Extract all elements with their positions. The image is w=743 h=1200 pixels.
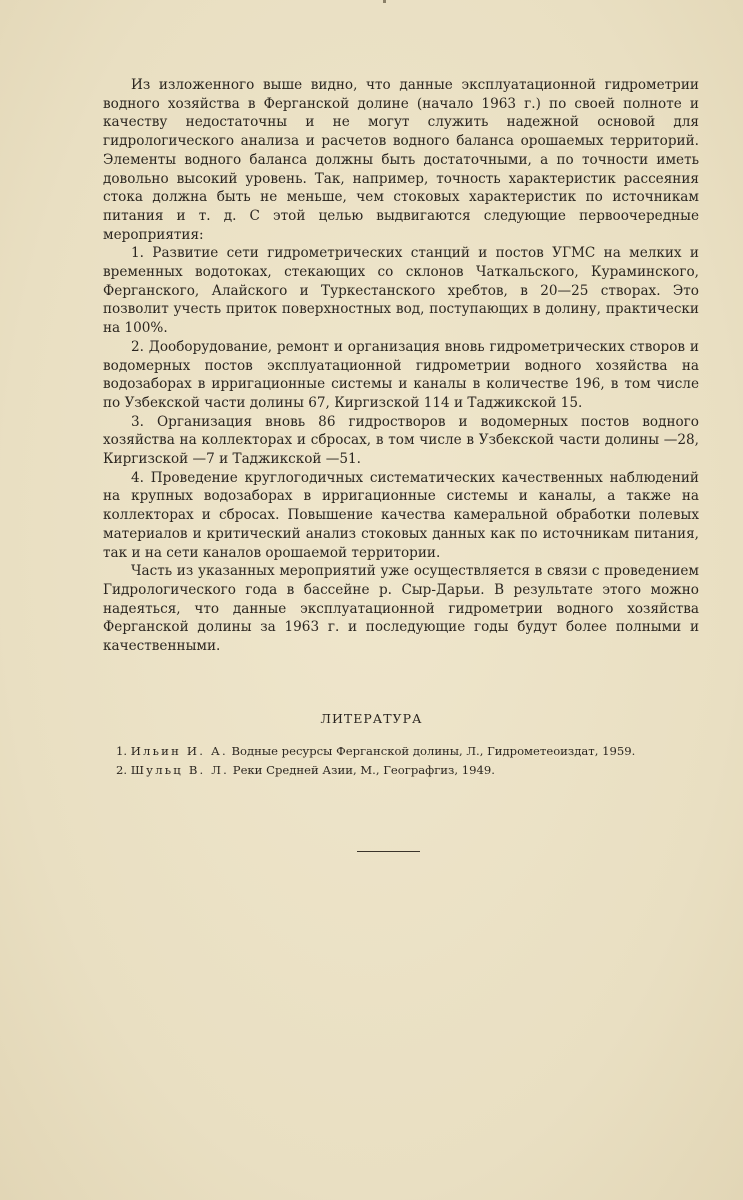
literature-item-title: Реки Средней Азии, М., Географгиз, 1949. — [232, 763, 495, 777]
literature-item-author: Шульц В. Л. — [130, 763, 230, 777]
literature-heading: ЛИТЕРАТУРА — [320, 711, 423, 726]
body-text — [103, 76, 699, 656]
literature-item-author: Ильин И. А. — [130, 744, 228, 758]
literature-list — [116, 742, 716, 780]
paragraph-measure-4: 4. Проведение круглогодичных систематических качественных наблюдений на крупных водозаборах в ирригационные системы и каналы, а также на коллекторах и сбросах. Повышение качества камеральной обработки полевых материалов и критический анализ стоковых данных как по источникам питания, так и на сети каналов орошаемой территории. — [103, 469, 699, 561]
end-rule — [357, 851, 420, 852]
literature-item — [116, 742, 716, 761]
paragraph-measure-3: 3. Организация вновь 86 гидростворов и водомерных постов водного хозяйства на коллекторах и сбросах, в том числе в Узбекской части долины —28, Киргизской —7 и Таджикской —51. — [103, 413, 699, 468]
literature-item-number: 1. — [116, 744, 128, 758]
paragraph-conclusion: Часть из указанных мероприятий уже осуществляется в связи с проведением Гидрологического года в бассейне р. Сыр-Дарьи. В результате этого можно надеяться, что данные эксплуатационной гидрометрии водного хозяйства Ферганской долины за 1963 г. и последующие годы будут более полными и качественными. — [103, 563, 699, 655]
paragraph-measure-2: 2. Дооборудование, ремонт и организация вновь гидрометрических створов и водомерных постов эксплуатационной гидрометрии водного хозяйства на водозаборах в ирригационные системы и каналы в количестве 196, в том числе по Узбекской части долины 67, Киргизской 114 и Таджикской 15. — [103, 338, 699, 411]
scan-speck — [383, 0, 386, 3]
paragraph-measure-1: 1. Развитие сети гидрометрических станций и постов УГМС на мелких и временных водотоках, стекающих со склонов Чаткальского, Кураминского, Ферганского, Алайского и Туркестанского хребтов, в 20—25 створах. Это позволит учесть приток поверхностных вод, поступающих в долину, практически на 100%. — [103, 245, 699, 337]
literature-item — [116, 761, 716, 780]
literature-item-number: 2. — [116, 763, 128, 777]
paragraph-intro: Из изложенного выше видно, что данные эксплуатационной гидрометрии водного хозяйства в Ферганской долине (начало 1963 г.) по своей полноте и качеству недостаточны и не могут служить надежной основой для гидрологического анализа и расчетов водного баланса орошаемых территорий. Элементы водного баланса должны быть достаточными, а по точности иметь довольно высокий уровень. Так, например, точность характеристик рассеяния стока должна быть не меньше, чем стоковых характеристик по источникам питания и т. д. С этой целью выдвигаются следующие первоочередные мероприятия: — [103, 77, 699, 243]
literature-item-title: Водные ресурсы Ферганской долины, Л., Гидрометеоиздат, 1959. — [231, 744, 636, 758]
